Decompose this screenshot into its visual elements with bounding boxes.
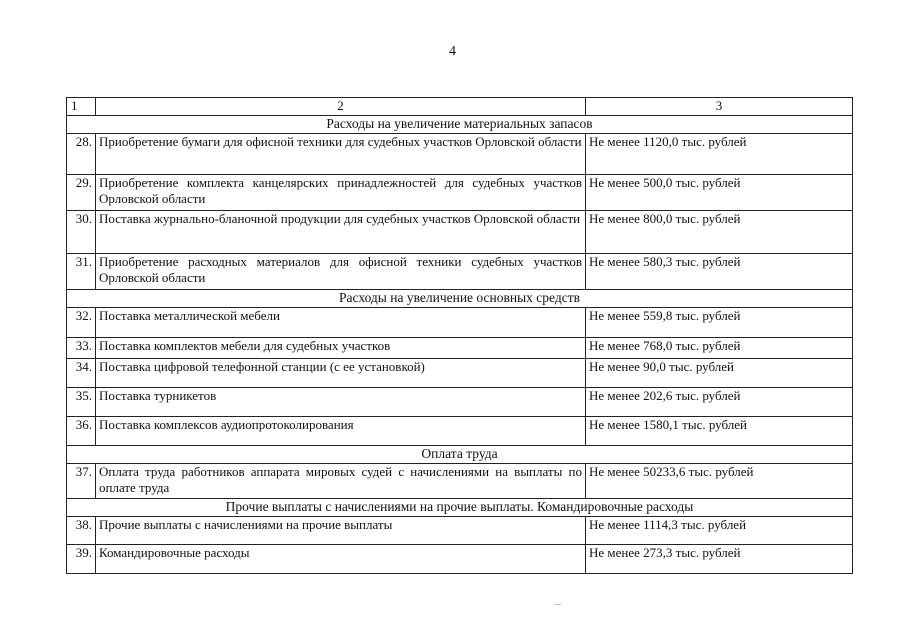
table-row xyxy=(67,308,853,338)
table-row xyxy=(67,417,853,446)
row-name: Прочие выплаты с начислениями на прочие выплаты xyxy=(96,517,586,545)
table-row xyxy=(67,464,853,499)
row-name: Поставка комплексов аудиопротоколирования xyxy=(96,417,586,446)
section-title: Прочие выплаты с начислениями на прочие выплаты. Командировочные расходы xyxy=(67,499,853,517)
row-number: 35. xyxy=(67,388,96,417)
row-number: 33. xyxy=(67,338,96,359)
row-number: 31. xyxy=(67,254,96,290)
table-row xyxy=(67,254,853,290)
row-name: Поставка цифровой телефонной станции (с ее установкой) xyxy=(96,359,586,388)
row-name: Приобретение бумаги для офисной техники для судебных участков Орловской области xyxy=(96,134,586,175)
column-header-number: 1 xyxy=(67,98,96,116)
column-header-name: 2 xyxy=(96,98,586,116)
row-number: 28. xyxy=(67,134,96,175)
column-header-value: 3 xyxy=(586,98,853,116)
table-row xyxy=(67,338,853,359)
row-name: Оплата труда работников аппарата мировых судей с начислениями на выплаты по оплате труда xyxy=(96,464,586,499)
row-name: Командировочные расходы xyxy=(96,545,586,574)
table-row xyxy=(67,545,853,574)
row-value: Не менее 768,0 тыс. рублей xyxy=(586,338,853,359)
section-heading-row xyxy=(67,446,853,464)
section-title: Расходы на увеличение основных средств xyxy=(67,290,853,308)
row-number: 34. xyxy=(67,359,96,388)
section-heading-row xyxy=(67,499,853,517)
row-number: 32. xyxy=(67,308,96,338)
table-row xyxy=(67,388,853,417)
row-name: Поставка журнально-бланочной продукции для судебных участков Орловской области xyxy=(96,211,586,254)
row-number: 37. xyxy=(67,464,96,499)
table-row xyxy=(67,175,853,211)
row-name: Поставка металлической мебели xyxy=(96,308,586,338)
row-value: Не менее 50233,6 тыс. рублей xyxy=(586,464,853,499)
row-number: 29. xyxy=(67,175,96,211)
section-heading-row xyxy=(67,116,853,134)
row-value: Не менее 1120,0 тыс. рублей xyxy=(586,134,853,175)
row-value: Не менее 500,0 тыс. рублей xyxy=(586,175,853,211)
row-name: Поставка турникетов xyxy=(96,388,586,417)
table-row xyxy=(67,517,853,545)
page-number: 4 xyxy=(449,44,456,59)
row-number: 36. xyxy=(67,417,96,446)
row-value: Не менее 273,3 тыс. рублей xyxy=(586,545,853,574)
row-value: Не менее 559,8 тыс. рублей xyxy=(586,308,853,338)
row-value: Не менее 800,0 тыс. рублей xyxy=(586,211,853,254)
table-header-row xyxy=(67,98,853,116)
table-row xyxy=(67,359,853,388)
row-value: Не менее 202,6 тыс. рублей xyxy=(586,388,853,417)
section-title: Оплата труда xyxy=(67,446,853,464)
section-title: Расходы на увеличение материальных запасов xyxy=(67,116,853,134)
row-name: Приобретение расходных материалов для офисной техники судебных участков Орловской области xyxy=(96,254,586,290)
row-name: Поставка комплектов мебели для судебных участков xyxy=(96,338,586,359)
row-number: 30. xyxy=(67,211,96,254)
table-row xyxy=(67,134,853,175)
section-heading-row xyxy=(67,290,853,308)
expense-table xyxy=(66,97,853,574)
scan-artifact xyxy=(555,604,561,605)
row-name: Приобретение комплекта канцелярских принадлежностей для судебных участков Орловской области xyxy=(96,175,586,211)
row-value: Не менее 1580,1 тыс. рублей xyxy=(586,417,853,446)
table-row xyxy=(67,211,853,254)
row-number: 39. xyxy=(67,545,96,574)
row-number: 38. xyxy=(67,517,96,545)
row-value: Не менее 90,0 тыс. рублей xyxy=(586,359,853,388)
row-value: Не менее 580,3 тыс. рублей xyxy=(586,254,853,290)
row-value: Не менее 1114,3 тыс. рублей xyxy=(586,517,853,545)
